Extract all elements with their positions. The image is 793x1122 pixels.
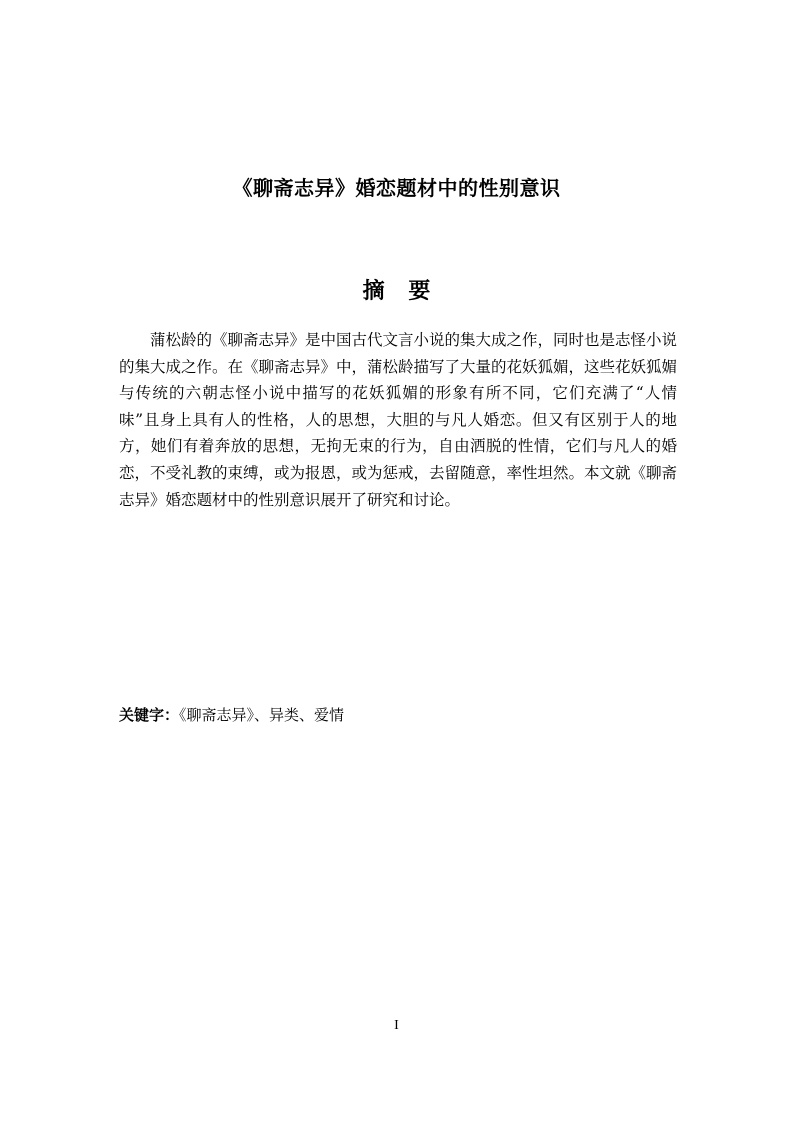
abstract-heading: 摘 要 (362, 279, 439, 304)
page-number: I (394, 1018, 399, 1033)
keywords-label: 关键字： (119, 706, 180, 724)
keywords-value: 《聊斋志异》、异类、爱情 (179, 706, 345, 724)
document-title: 《聊斋志异》婚恋题材中的性别意识 (232, 176, 561, 200)
keywords-line (119, 704, 679, 726)
abstract-body: 蒲松龄的《聊斋志异》是中国古代文言小说的集大成之作，同时也是志怪小说的集大成之作。在《聊斋志异》中，蒲松龄描写了大量的花妖狐媚，这些花妖狐媚与传统的六朝志怪小说中描写的花妖狐媚的形象有所不同，它们充满了“人情味”且身上具有人的性格，人的思想，大胆的与凡人婚恋。但又有区别于人的地方，她们有着奔放的思想，无拘无束的行为，自由洒脱的性情，它们与凡人的婚恋，不受礼教的束缚，或为报恩，或为惩戒，去留随意，率性坦然。本文就《聊斋志异》婚恋题材中的性别意识展开了研究和讨论。 (119, 331, 678, 509)
